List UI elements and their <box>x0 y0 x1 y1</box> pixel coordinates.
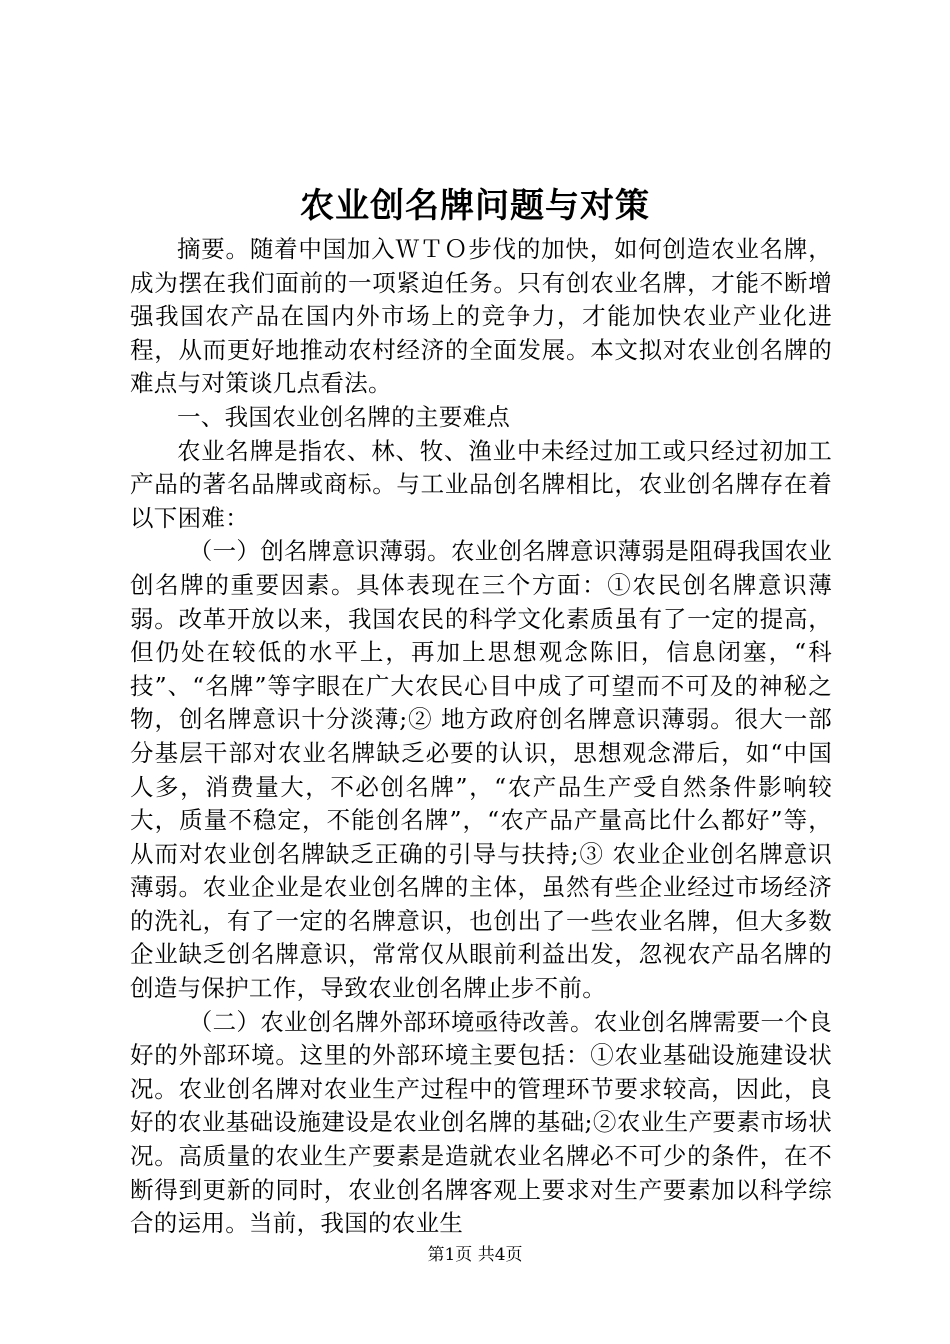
body-paragraph: 农业名牌是指农、林、牧、渔业中未经过加工或只经过初加工产品的著名品牌或商标。与工业品创名牌相比，农业创名牌存在着以下困难： <box>130 436 832 532</box>
section-heading-1: 一、我国农业创名牌的主要难点 <box>177 402 511 431</box>
document-title: 农业创名牌问题与对策 <box>300 186 650 226</box>
abstract-paragraph: 摘要。随着中国加入ＷＴＯ步伐的加快，如何创造农业名牌，成为摆在我们面前的一项紧迫任务。只有创农业名牌，才能不断增强我国农产品在国内外市场上的竞争力，才能加快农业产业化进程，从而更好地推动农村经济的全面发展。本文拟对农业创名牌的难点与对策谈几点看法。 <box>130 235 832 398</box>
subsection-paragraph-2: （二）农业创名牌外部环境亟待改善。农业创名牌需要一个良好的外部环境。这里的外部环境主要包括：①农业基础设施建设状况。农业创名牌对农业生产过程中的管理环节要求较高，因此，良好的农业基础设施建设是农业创名牌的基础;②农业生产要素市场状况。高质量的农业生产要素是造就农业名牌必不可少的条件，在不断得到更新的同时，农业创名牌客观上要求对生产要素加以科学综合的运用。当前，我国的农业生 <box>130 1007 832 1238</box>
page-footer: 第1页 共4页 <box>427 1245 523 1265</box>
subsection-paragraph-1: （一）创名牌意识薄弱。农业创名牌意识薄弱是阻碍我国农业创名牌的重要因素。具体表现在三个方面：①农民创名牌意识薄弱。改革开放以来，我国农民的科学文化素质虽有了一定的提高，但仍处在较低的水平上，再加上思想观念陈旧，信息闭塞，“科技”、“名牌”等字眼在广大农民心目中成了可望而不可及的神秘之物，创名牌意识十分淡薄;② 地方政府创名牌意识薄弱。很大一部分基层干部对农业名牌缺乏必要的认识，思想观念滞后，如“中国人多，消费量大，不必创名牌”，“农产品生产受自然条件影响较大，质量不稳定，不能创名牌”，“农产品产量高比什么都好”等，从而对农业创名牌缺乏正确的引导与扶持;③ 农业企业创名牌意识薄弱。农业企业是农业创名牌的主体，虽然有些企业经过市场经济的洗礼，有了一定的名牌意识，也创出了一些农业名牌，但大多数企业缺乏创名牌意识，常常仅从眼前利益出发，忽视农产品名牌的创造与保护工作，导致农业创名牌止步不前。 <box>130 537 832 1003</box>
document-body <box>130 233 832 1241</box>
